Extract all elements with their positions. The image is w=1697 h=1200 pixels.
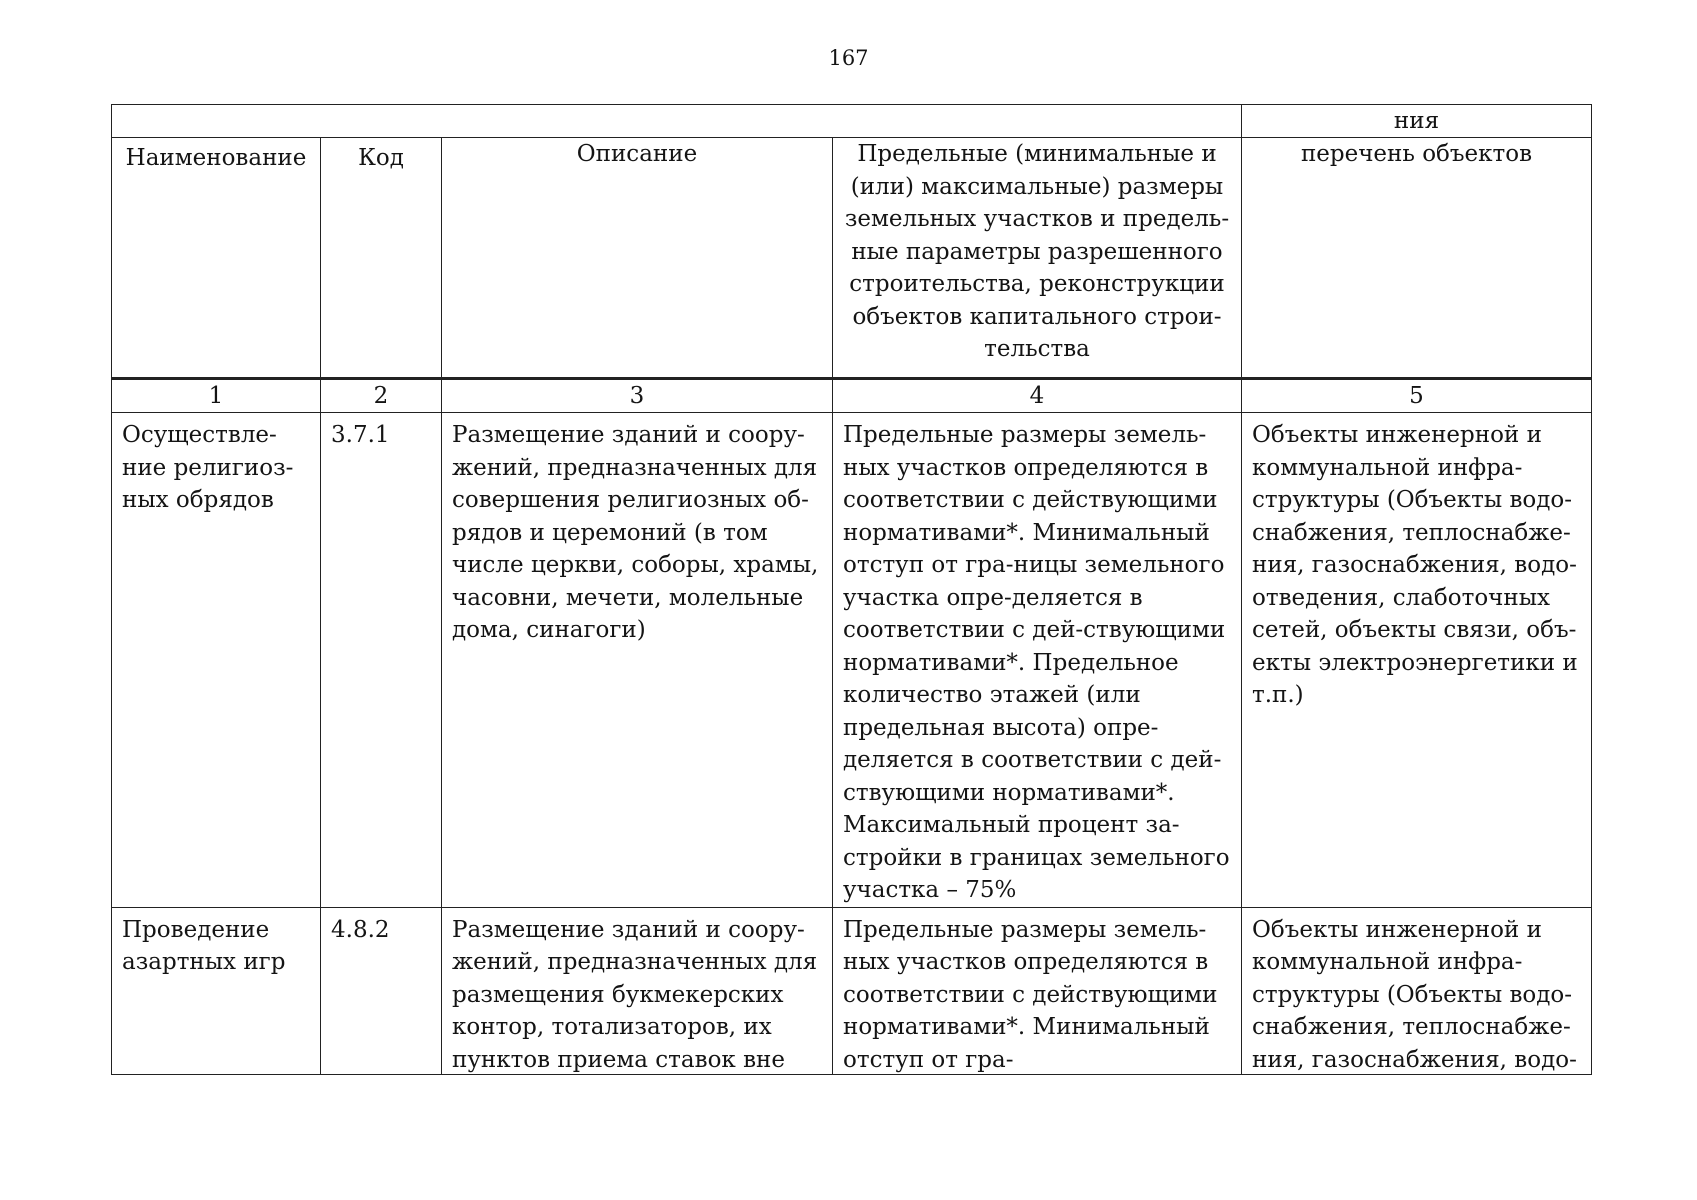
header-name: Наименование — [112, 138, 321, 379]
header-row — [112, 138, 1592, 379]
header-code: Код — [321, 138, 442, 379]
cell-parameters: Предельные размеры земель-ных участков определяются в соответствии с действующими нормативами*. Минимальный отступ от гра-ницы земельного участка опре-деляется в соответствии с дей-ствующими нормативами*. Предельное количество этажей (или предельная высота) опре-деляется в соответствии с дей-ствующими нормативами*. Максимальный процент за-стройки в границах земельного участка – 75% — [833, 413, 1242, 908]
cell-parameters-wrap — [833, 907, 1242, 1074]
cell-description: Размещение зданий и соору-жений, предназначенных для размещения букмекерских контор, тотализаторов, их пунктов приема ставок вне — [452, 916, 818, 1073]
column-number: 3 — [442, 379, 833, 413]
column-number: 4 — [833, 379, 1242, 413]
cell-code-wrap — [321, 907, 442, 1074]
column-number-row — [112, 379, 1592, 413]
column-number: 5 — [1242, 379, 1592, 413]
cell-objects: Объекты инженерной и коммунальной инфра-структуры (Объекты водо-снабжения, теплоснабже-ния, газоснабжения, водо- — [1252, 916, 1577, 1073]
continuation-cell: ния — [1242, 105, 1592, 138]
cell-code: 4.8.2 — [331, 916, 390, 943]
table-row — [112, 413, 1592, 908]
header-objects: перечень объектов — [1242, 138, 1592, 379]
cell-objects-wrap — [1242, 907, 1592, 1074]
cell-code: 3.7.1 — [321, 413, 442, 908]
cell-objects: Объекты инженерной и коммунальной инфра-структуры (Объекты водо-снабжения, теплоснабже-ния, газоснабжения, водо-отведения, слаботочных сетей, объекты связи, объ-екты электроэнергетики и т.п.) — [1242, 413, 1592, 908]
column-number: 2 — [321, 379, 442, 413]
cell-description-wrap — [442, 907, 833, 1074]
continuation-empty-cell — [112, 105, 1242, 138]
cell-description: Размещение зданий и соору-жений, предназначенных для совершения религиозных об-рядов и церемоний (в том числе церкви, соборы, храмы, часовни, мечети, молельные дома, синагоги) — [442, 413, 833, 908]
cell-name-wrap — [112, 907, 321, 1074]
header-parameters: Предельные (минимальные и (или) максимальные) размеры земельных участков и предель-ные параметры разрешенного строительства, реконструкции объектов капитального строи-тельства — [833, 138, 1242, 379]
regulations-table — [111, 104, 1592, 1075]
cell-name: Проведение азартных игр — [122, 916, 286, 975]
cell-name: Осуществле-ние религиоз-ных обрядов — [112, 413, 321, 908]
page-number: 167 — [828, 46, 869, 70]
cell-parameters: Предельные размеры земель-ных участков определяются в соответствии с действующими нормативами*. Минимальный отступ от гра- — [843, 916, 1218, 1073]
header-description: Описание — [442, 138, 833, 379]
column-number: 1 — [112, 379, 321, 413]
regulations-table-wrapper — [111, 104, 1591, 1075]
table-row — [112, 907, 1592, 1074]
continuation-row — [112, 105, 1592, 138]
